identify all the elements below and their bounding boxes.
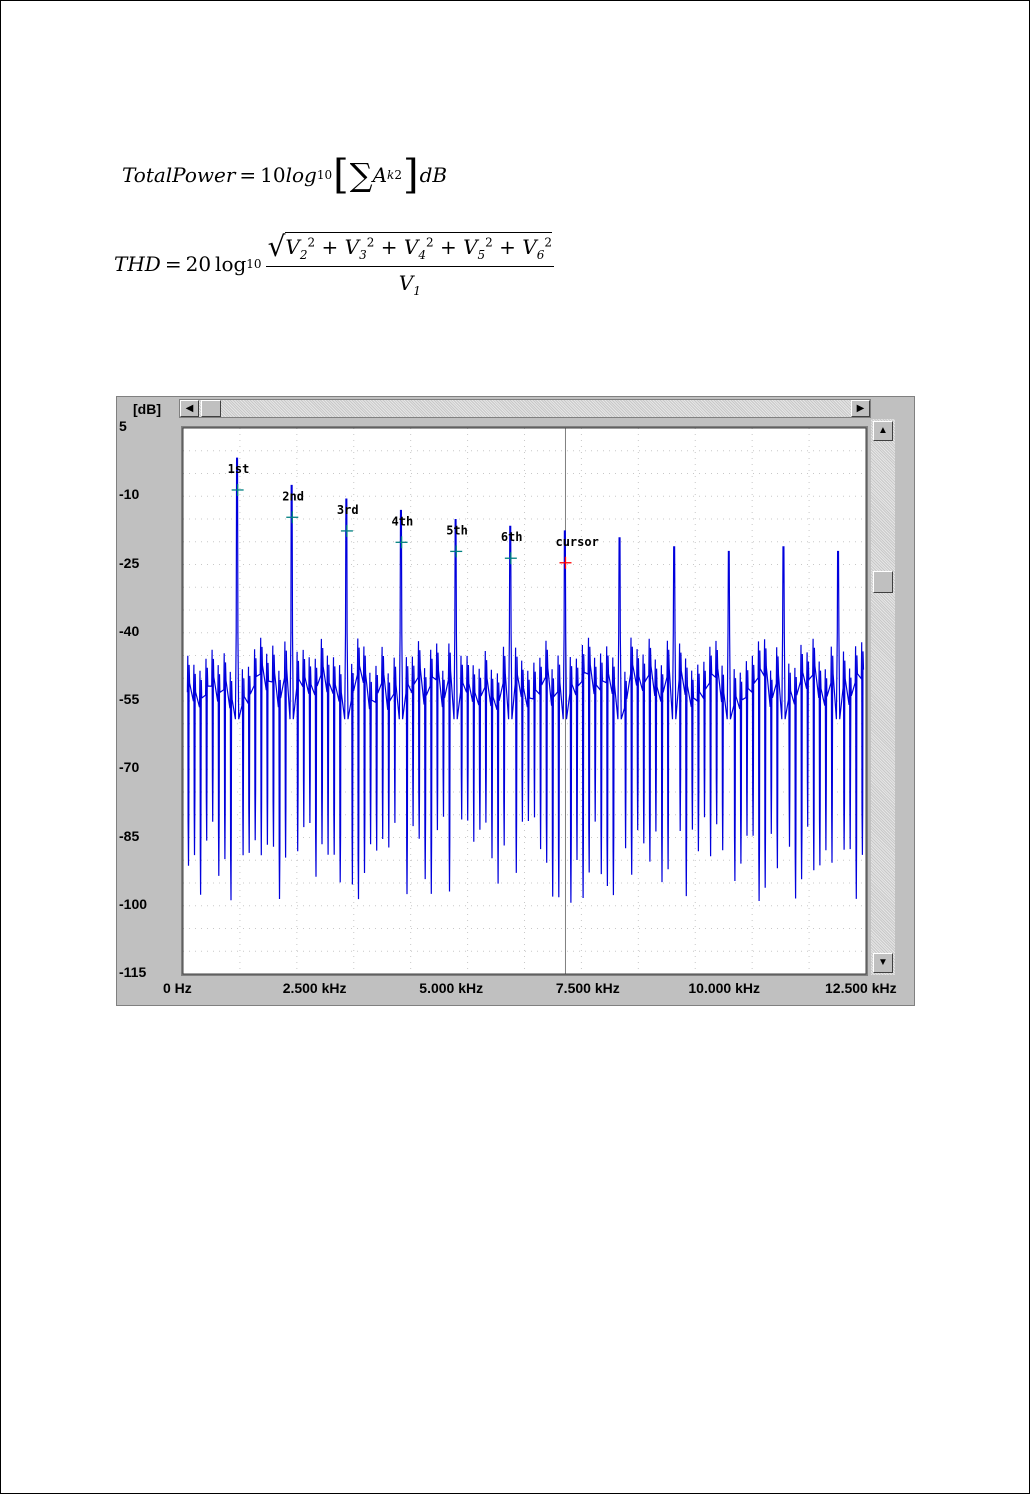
y-tick-label: -70 bbox=[119, 759, 140, 776]
thd-formula bbox=[114, 224, 554, 304]
arrow-left-icon: ◀ bbox=[185, 402, 194, 414]
equals-sign: = bbox=[239, 163, 257, 187]
arrow-up-icon: ▲ bbox=[878, 425, 888, 436]
sum-term: A bbox=[372, 163, 388, 187]
y-tick-label: -100 bbox=[119, 895, 148, 912]
total-power-lhs: TotalPower bbox=[122, 163, 236, 187]
term-v6: $V_6^2$ bbox=[522, 234, 553, 262]
peak-label: 3rd bbox=[336, 502, 359, 517]
y-tick-label: -55 bbox=[119, 691, 140, 707]
term-v4: $V_4^2$ bbox=[403, 234, 434, 262]
total-power-log: log bbox=[285, 163, 317, 187]
sum-term-sub: k bbox=[387, 168, 395, 182]
y-tick-label: -10 bbox=[119, 486, 140, 503]
thd-denominator: $V_1$ bbox=[398, 271, 421, 298]
term-v5: $V_5^2$ bbox=[463, 234, 493, 262]
peak-label: 4th bbox=[391, 514, 414, 529]
x-tick-label: 5.000 kHz bbox=[419, 980, 484, 996]
right-bracket: ] bbox=[402, 152, 419, 198]
peak-label: 5th bbox=[446, 523, 468, 538]
thd-numerator bbox=[266, 230, 554, 267]
thd-base: 10 bbox=[246, 257, 262, 271]
thd-lhs: THD bbox=[114, 252, 161, 276]
x-tick-label: 10.000 kHz bbox=[688, 980, 760, 996]
left-bracket: [ bbox=[333, 152, 349, 198]
y-tick-label: -115 bbox=[119, 964, 147, 980]
sqrt-body: $V_2^2 + V_3^2 + V_4^2 + V_5^2 + V_6^2$ bbox=[285, 232, 552, 262]
sum-symbol: ∑ bbox=[349, 156, 373, 194]
total-power-base: 10 bbox=[316, 168, 333, 182]
x-tick-label: 0 Hz bbox=[163, 980, 192, 996]
total-power-coef: 10 bbox=[260, 163, 286, 187]
peak-label: 6th bbox=[500, 530, 523, 545]
peak-label: 1st bbox=[227, 461, 250, 476]
sum-term-sup: 2 bbox=[394, 168, 402, 182]
sqrt-symbol: √ bbox=[267, 230, 286, 263]
spectrum-chart-window bbox=[116, 396, 915, 1006]
y-axis-unit-label: [dB] bbox=[133, 401, 161, 417]
thd-fraction bbox=[266, 230, 554, 298]
peak-label: cursor bbox=[555, 534, 599, 549]
peak-label: 2nd bbox=[282, 489, 304, 504]
arrow-down-icon: ▼ bbox=[878, 957, 888, 968]
equals-sign: = bbox=[164, 252, 182, 276]
term-v3: $V_3^2$ bbox=[344, 234, 375, 262]
total-power-unit: dB bbox=[419, 163, 448, 187]
y-tick-label: -25 bbox=[119, 554, 140, 571]
y-tick-label: 5 bbox=[119, 418, 127, 434]
spectrum-plot bbox=[117, 397, 914, 1005]
total-power-formula bbox=[122, 150, 447, 200]
arrow-right-icon: ▶ bbox=[856, 402, 865, 414]
x-tick-label: 7.500 kHz bbox=[555, 980, 620, 996]
y-tick-label: -40 bbox=[119, 622, 140, 639]
thd-coef: 20 bbox=[185, 252, 212, 276]
x-tick-label: 12.500 kHz bbox=[825, 980, 897, 996]
y-tick-label: -85 bbox=[119, 827, 140, 844]
term-v2: $V_2^2$ bbox=[285, 234, 316, 262]
x-tick-label: 2.500 kHz bbox=[282, 980, 347, 996]
thd-log: log bbox=[215, 252, 247, 276]
